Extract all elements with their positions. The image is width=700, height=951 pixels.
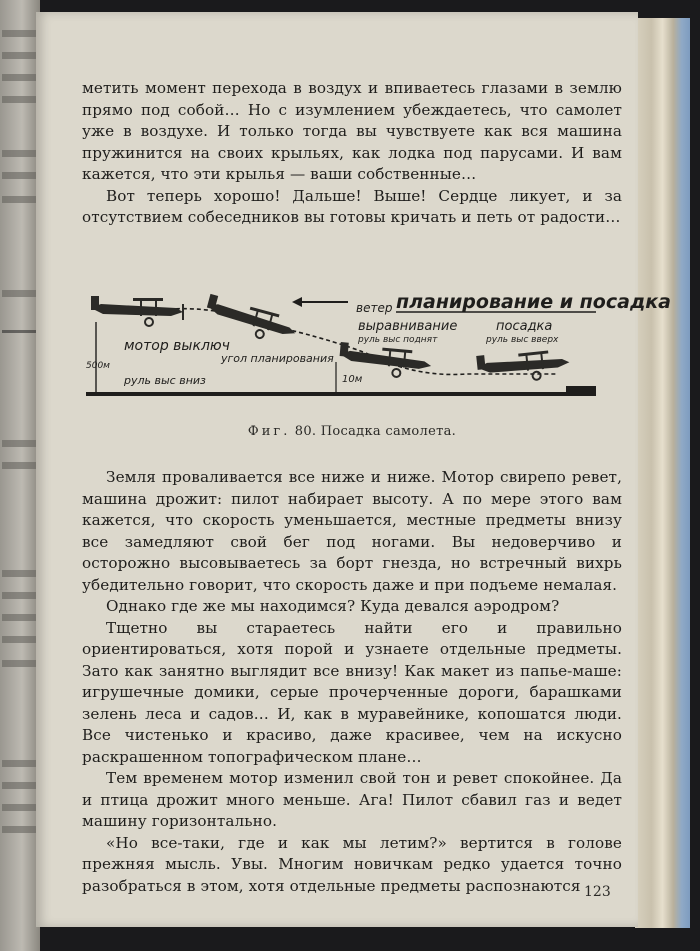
wind-label: ветер <box>356 301 393 315</box>
landing-diagram <box>86 282 671 412</box>
paragraph: Однако где же мы находимся? Куда девался аэродром? <box>106 597 560 615</box>
ground-line <box>86 392 596 396</box>
rudder-up-label: руль выс вверх <box>486 335 559 345</box>
page-number: 123 <box>584 884 611 900</box>
caption-text: 80. Посадка самолета. <box>294 424 457 439</box>
rudder-down-label: руль выс вниз <box>124 374 206 387</box>
book-page <box>36 12 671 927</box>
text-block-top <box>82 78 622 229</box>
paragraph: Тщетно вы стараетесь найти его и правильно ориентироваться, хотя порой и узнаете отдельные предметы. Зато как занятно выглядит все внизу! Как макет из папье-маше: игрушечные домики, серые прочерченные дороги, барашками зелень леса и садов… И, как в муравейнике, копошатся люди. Все чистенько и красиво, даже красивее, чем на искусно раскрашенном топографическом плане… <box>82 618 622 766</box>
leveling-label: выравнивание <box>358 319 458 334</box>
page-stack-edge <box>635 18 690 928</box>
paragraph: Вот теперь хорошо! Дальше! Выше! Сердце ликует, и за отсутствием собеседников вы готовы кричать и петь от радости… <box>82 186 622 226</box>
figure-caption <box>82 424 622 439</box>
biplane-icon <box>476 346 571 385</box>
paragraph: метить момент перехода в воздух и впиваетесь глазами в землю прямо под собой… Но с изумлением убеждаетесь, что самолет уже в воздухе. И только тогда вы чувствуете как вся машина пружинится на своих крыльях, как лодка под парусами. И вам кажется, что эти крылья — ваши собственные… <box>82 79 622 183</box>
height-10-label: 10м <box>342 374 363 385</box>
left-page-edge <box>0 0 40 951</box>
ground-strip <box>566 386 596 392</box>
height-500-label: 500м <box>86 361 110 371</box>
glide-angle-label: угол планирования <box>221 352 334 365</box>
motor-off-label: мотор выключ <box>124 338 230 354</box>
paragraph: Тем временем мотор изменил свой тон и ревет спокойнее. Да и птица дрожит много меньше. Ага! Пилот сбавил газ и ведет машину горизонтально. <box>82 769 622 830</box>
paragraph: «Но все-таки, где и как мы летим?» вертится в голове прежняя мысль. Увы. Многим новичкам редко удается точно разобраться в этом, хотя отдельные предметы распознаются <box>82 833 622 895</box>
text-block-bottom <box>82 467 622 897</box>
wind-arrow-icon <box>292 297 348 307</box>
caption-prefix: Фиг. <box>247 424 291 439</box>
rudder-raised-label: руль выс поднят <box>358 335 438 345</box>
paragraph: Земля проваливается все ниже и ниже. Мотор свирепо ревет, машина дрожит: пилот набирает высоту. А по мере этого вам кажется, что скорость уменьшается, местные предметы внизу все замедляют свой бег под ногами. Вы недоверчиво и осторожно высовываетесь за борт гнезда, но встречный вихрь убедительно говорит, что скорость даже и при подъеме немалая. <box>82 468 622 594</box>
landing-label: посадка <box>496 319 553 334</box>
biplane-icon <box>91 296 183 326</box>
figure-title: планирование и посадка <box>396 291 671 313</box>
